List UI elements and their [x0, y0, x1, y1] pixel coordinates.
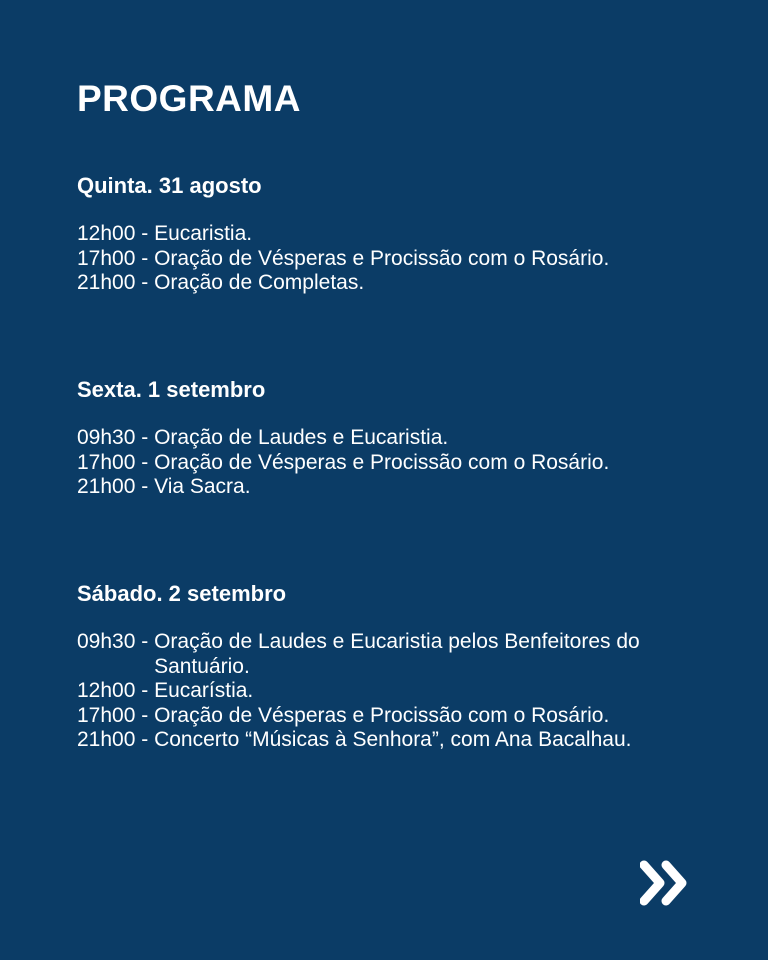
- schedule-item: [77, 475, 717, 500]
- schedule-item: [77, 271, 717, 296]
- page-title: PROGRAMA: [77, 78, 301, 119]
- event-time: 21h00 -: [77, 475, 155, 498]
- event-description: Concerto “Músicas à Senhora”, com Ana Bacalhau.: [154, 728, 632, 751]
- schedule-item: [77, 426, 717, 451]
- event-description: Oração de Vésperas e Procissão com o Rosário.: [154, 246, 610, 270]
- event-time: 09h30 -: [77, 426, 155, 449]
- day-section-saturday: [77, 581, 717, 753]
- schedule-item: [77, 679, 717, 704]
- day-section-thursday: [77, 173, 717, 296]
- next-slide-button[interactable]: [640, 858, 694, 908]
- event-time: 12h00 -: [77, 679, 155, 702]
- event-time: 12h00 -: [77, 222, 155, 245]
- event-description: Oração de Laudes e Eucaristia.: [154, 426, 449, 449]
- event-description: Eucaristia.: [154, 222, 253, 245]
- event-time: 21h00 -: [77, 728, 155, 751]
- event-time: 17h00 -: [77, 246, 155, 270]
- event-time: 17h00 -: [77, 703, 155, 727]
- schedule-item: [77, 451, 717, 476]
- schedule-item: [77, 704, 717, 729]
- event-description: Eucarístia.: [154, 679, 254, 702]
- schedule-item: [77, 630, 717, 679]
- event-description: Oração de Laudes e Eucaristia pelos Benfeitores do Santuário.: [154, 630, 640, 678]
- double-chevron-right-icon: [640, 858, 694, 908]
- schedule-item: [77, 728, 717, 753]
- schedule-item: [77, 247, 717, 272]
- day-heading: Quinta. 31 agosto: [77, 173, 262, 198]
- event-time: 09h30 -: [77, 630, 155, 653]
- event-description: Oração de Completas.: [154, 271, 365, 294]
- event-description: Oração de Vésperas e Procissão com o Rosário.: [154, 450, 610, 474]
- day-section-friday: [77, 377, 717, 500]
- schedule-item: [77, 222, 717, 247]
- day-heading: Sábado. 2 setembro: [77, 581, 287, 606]
- event-time: 21h00 -: [77, 271, 155, 294]
- event-time: 17h00 -: [77, 450, 155, 474]
- event-description: Via Sacra.: [154, 475, 251, 498]
- event-description: Oração de Vésperas e Procissão com o Rosário.: [154, 703, 610, 727]
- day-heading: Sexta. 1 setembro: [77, 377, 266, 402]
